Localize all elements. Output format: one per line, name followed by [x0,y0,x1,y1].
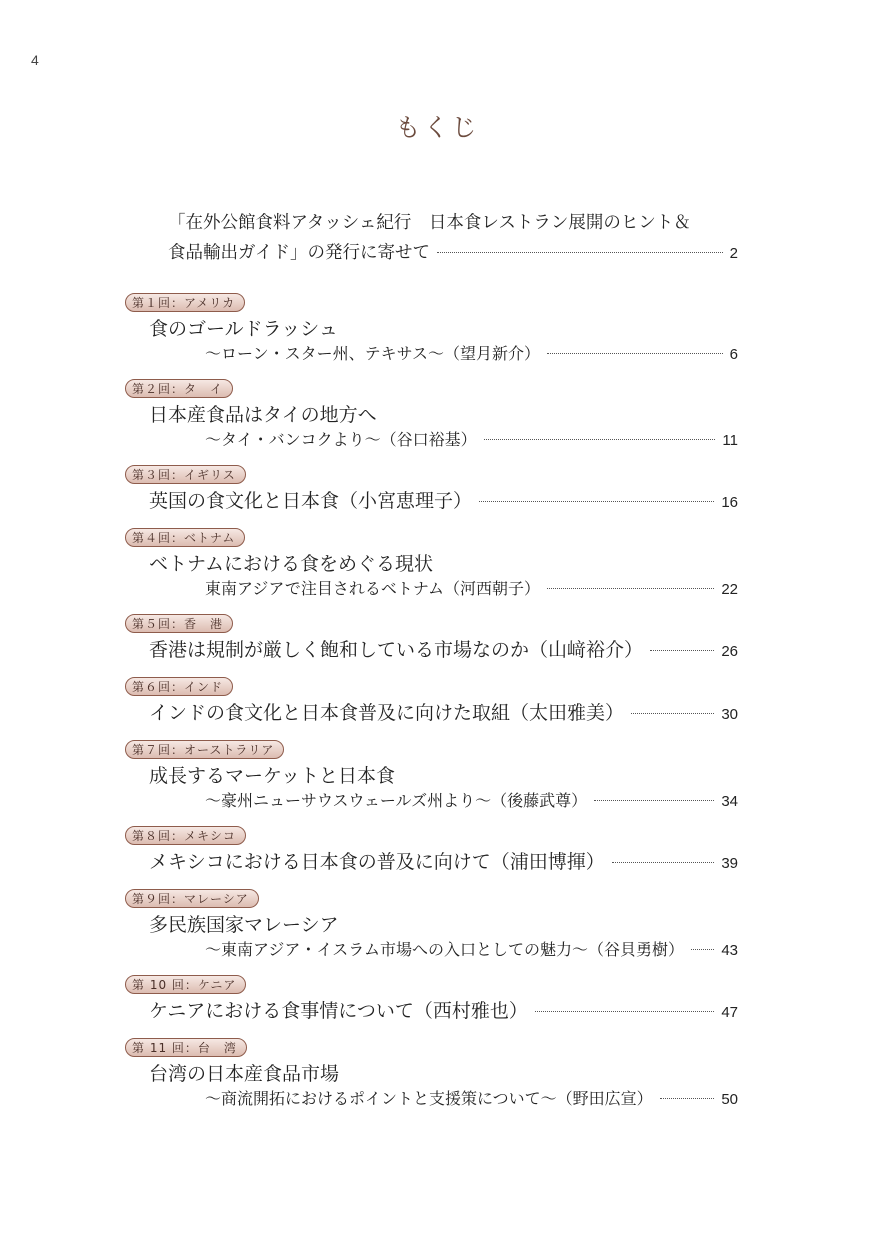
entry-subtitle-text: 東南アジアで注目されるベトナム（河西朝子） [205,579,541,598]
entry-title [149,637,738,665]
toc-entry[interactable] [125,378,738,453]
entry-title-text: 食のゴールドラッシュ [149,318,338,340]
leader-dots [535,1011,714,1012]
entry-title [149,316,738,342]
entry-title [149,849,738,877]
toc-entry[interactable] [125,676,738,728]
page-number: 4 [31,52,39,68]
page-ref: 11 [722,432,738,449]
entry-title-text: 英国の食文化と日本食（小宮恵理子） [149,490,473,512]
entry-title [149,1061,738,1087]
toc-entry[interactable] [125,527,738,602]
entry-subtitle-text: ～タイ・バンコクより～（谷口裕基） [205,430,477,449]
intro-line-1: 「在外公館食料アタッシェ紀行 日本食レストラン展開のヒント＆ [168,213,691,233]
intro-entry[interactable] [168,208,738,269]
intro-title-end: 食品輸出ガイド」の発行に寄せて [168,243,430,263]
entry-subtitle [205,789,738,814]
leader-dots [660,1098,715,1099]
page-ref: 22 [721,581,738,598]
entry-title-text: ケニアにおける食事情について（西村雅也） [149,1000,528,1022]
entry-subtitle [205,1087,738,1112]
page-ref: 34 [721,793,738,810]
leader-dots [484,439,716,440]
leader-dots [547,353,723,354]
entry-subtitle [205,428,738,453]
page-ref: 16 [721,494,738,511]
leader-dots [437,252,723,253]
page-ref: 2 [729,245,738,262]
chapter-badge: 第５回：香 港 [125,614,233,633]
entry-title-text: メキシコにおける日本食の普及に向けて（浦田博揮） [149,851,605,873]
leader-dots [594,800,714,801]
chapter-badge: 第９回：マレーシア [125,889,259,908]
entry-title [149,700,738,728]
leader-dots [479,501,714,502]
leader-dots [547,588,714,589]
page-ref: 39 [721,855,738,872]
entry-title-text: 多民族国家マレーシア [149,914,339,936]
toc-entry[interactable] [125,825,738,877]
entry-title [149,402,738,428]
entry-title [149,763,738,789]
entry-title-text: 香港は規制が厳しく飽和している市場なのか（山﨑裕介） [149,639,644,661]
leader-dots [612,862,715,863]
page-ref: 47 [721,1004,738,1021]
toc-entry[interactable] [125,1037,738,1112]
entry-subtitle-text: ～ローン・スター州、テキサス～（望月新介） [205,344,541,363]
toc-list [125,292,738,1123]
chapter-badge: 第 10 回：ケニア [125,975,246,994]
entry-subtitle-text: ～東南アジア・イスラム市場への入口としての魅力～（谷貝勇樹） [205,940,685,959]
chapter-badge: 第８回：メキシコ [125,826,246,845]
toc-entry[interactable] [125,888,738,963]
toc-entry[interactable] [125,292,738,367]
chapter-badge: 第４回：ベトナム [125,528,245,547]
entry-subtitle [205,577,738,602]
entry-title-text: ベトナムにおける食をめぐる現状 [149,553,434,575]
entry-title [149,488,738,516]
leader-dots [691,949,714,950]
page-ref: 30 [721,706,738,723]
entry-subtitle [205,938,738,963]
intro-line-2 [168,238,738,269]
toc-entry[interactable] [125,464,738,516]
leader-dots [650,650,714,651]
leader-dots [631,713,714,714]
entry-title-text: 日本産食品はタイの地方へ [149,404,377,426]
page-ref: 6 [729,346,738,363]
entry-title [149,912,738,938]
toc-entry[interactable] [125,974,738,1026]
chapter-badge: 第 11 回：台 湾 [125,1038,247,1057]
chapter-badge: 第１回：アメリカ [125,293,245,312]
page-ref: 43 [721,942,738,959]
entry-title-text: 台湾の日本産食品市場 [149,1063,340,1085]
entry-title-text: 成長するマーケットと日本食 [149,765,396,787]
entry-subtitle-text: ～豪州ニューサウスウェールズ州より～（後藤武尊） [205,791,588,810]
entry-subtitle [205,342,738,367]
chapter-badge: 第６回：インド [125,677,233,696]
page-title: もくじ [395,113,480,142]
page-ref: 50 [721,1091,738,1108]
page-ref: 26 [721,643,738,660]
chapter-badge: 第３回：イギリス [125,465,246,484]
toc-entry[interactable] [125,613,738,665]
chapter-badge: 第７回：オーストラリア [125,740,284,759]
chapter-badge: 第２回：タ イ [125,379,233,398]
entry-title [149,998,738,1026]
entry-subtitle-text: ～商流開拓におけるポイントと支援策について～（野田広宣） [205,1089,653,1108]
entry-title [149,551,738,577]
entry-title-text: インドの食文化と日本食普及に向けた取組（太田雅美） [149,702,625,724]
toc-entry[interactable] [125,739,738,814]
